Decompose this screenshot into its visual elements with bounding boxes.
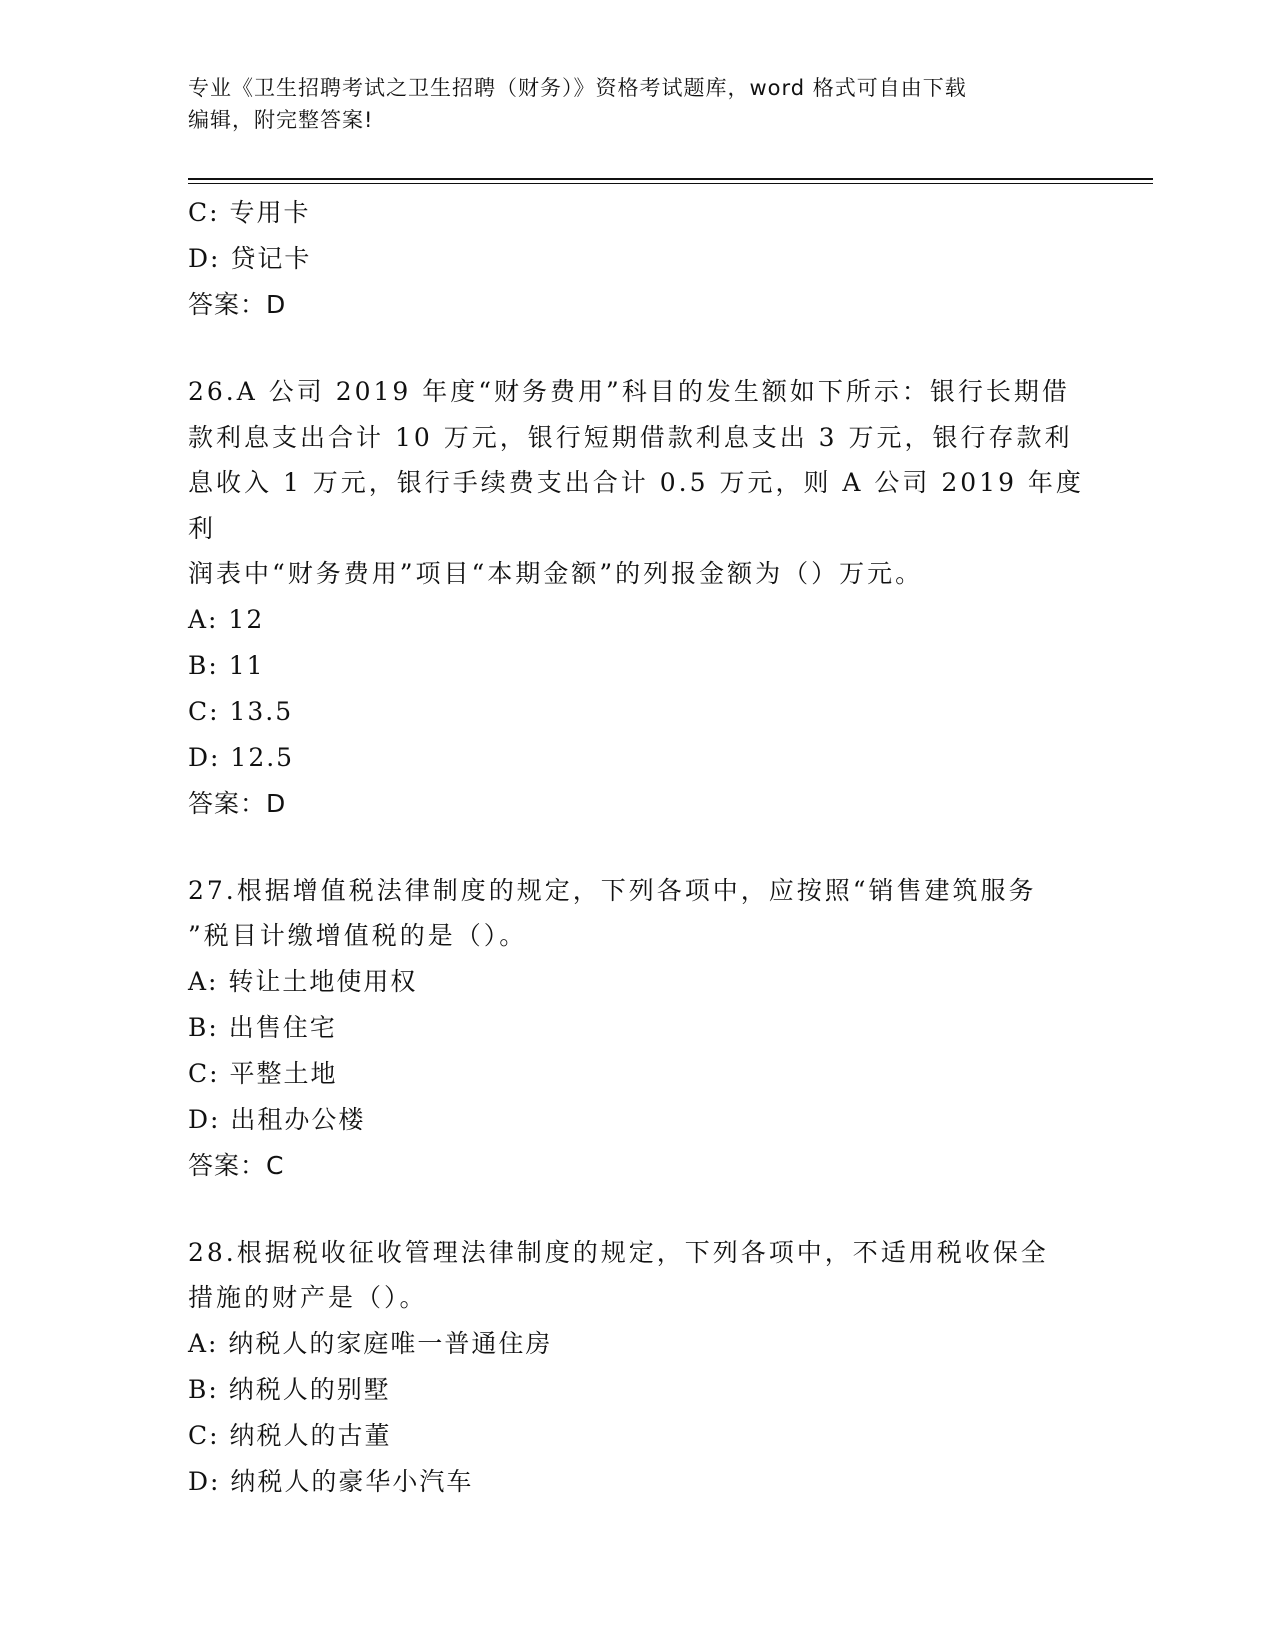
option-a: A: 12 — [188, 604, 265, 634]
option-c: C: 纳税人的古董 — [188, 1420, 392, 1450]
option-d: D: 贷记卡 — [188, 244, 312, 273]
question-text-line: 26.A 公司 2019 年度“财务费用”科目的发生额如下所示：银行长期借 — [188, 377, 1070, 406]
option-d: D: 12.5 — [188, 742, 295, 772]
question-26 — [188, 369, 1088, 826]
header-line-2: 编辑，附完整答案! — [188, 108, 374, 132]
option-d: D: 纳税人的豪华小汽车 — [188, 1466, 474, 1496]
option-c: C: 平整土地 — [188, 1058, 338, 1088]
document-body — [188, 190, 1088, 1505]
question-text-line: 27.根据增值税法律制度的规定，下列各项中，应按照“销售建筑服务 — [188, 875, 1037, 905]
question-25-tail — [188, 190, 1088, 327]
header-rule-thick — [188, 178, 1153, 180]
answer-line: 答案：D — [188, 290, 287, 319]
answer-line: 答案：C — [188, 1150, 285, 1180]
option-a: A: 转让土地使用权 — [188, 966, 418, 996]
answer-line: 答案：D — [188, 788, 287, 818]
question-text-line: 措施的财产是（）。 — [188, 1283, 428, 1312]
spacer — [188, 1188, 1088, 1230]
spacer — [188, 327, 1088, 369]
question-text-line: ”税目计缴增值税的是（）。 — [188, 921, 528, 950]
header-rule-thin — [188, 183, 1153, 184]
option-c: C: 13.5 — [188, 696, 294, 726]
header-line-1: 专业《卫生招聘考试之卫生招聘（财务）》资格考试题库，word 格式可自由下载 — [188, 76, 967, 100]
question-text-line: 28.根据税收征收管理法律制度的规定，下列各项中，不适用税收保全 — [188, 1237, 1049, 1267]
question-text-line: 款利息支出合计 10 万元，银行短期借款利息支出 3 万元，银行存款利 — [188, 422, 1073, 452]
question-28 — [188, 1230, 1088, 1505]
question-27 — [188, 868, 1088, 1188]
option-a: A: 纳税人的家庭唯一普通住房 — [188, 1328, 553, 1358]
option-c: C: 专用卡 — [188, 198, 311, 227]
option-b: B: 纳税人的别墅 — [188, 1374, 391, 1404]
question-text-line: 息收入 1 万元，银行手续费支出合计 0.5 万元，则 A 公司 2019 年度利 — [188, 468, 1084, 543]
option-b: B: 出售住宅 — [188, 1012, 337, 1042]
spacer — [188, 826, 1088, 868]
document-header — [188, 72, 1068, 136]
option-b: B: 11 — [188, 650, 265, 680]
option-d: D: 出租办公楼 — [188, 1104, 366, 1134]
question-text-line: 润表中“财务费用”项目“本期金额”的列报金额为（）万元。 — [188, 559, 924, 588]
